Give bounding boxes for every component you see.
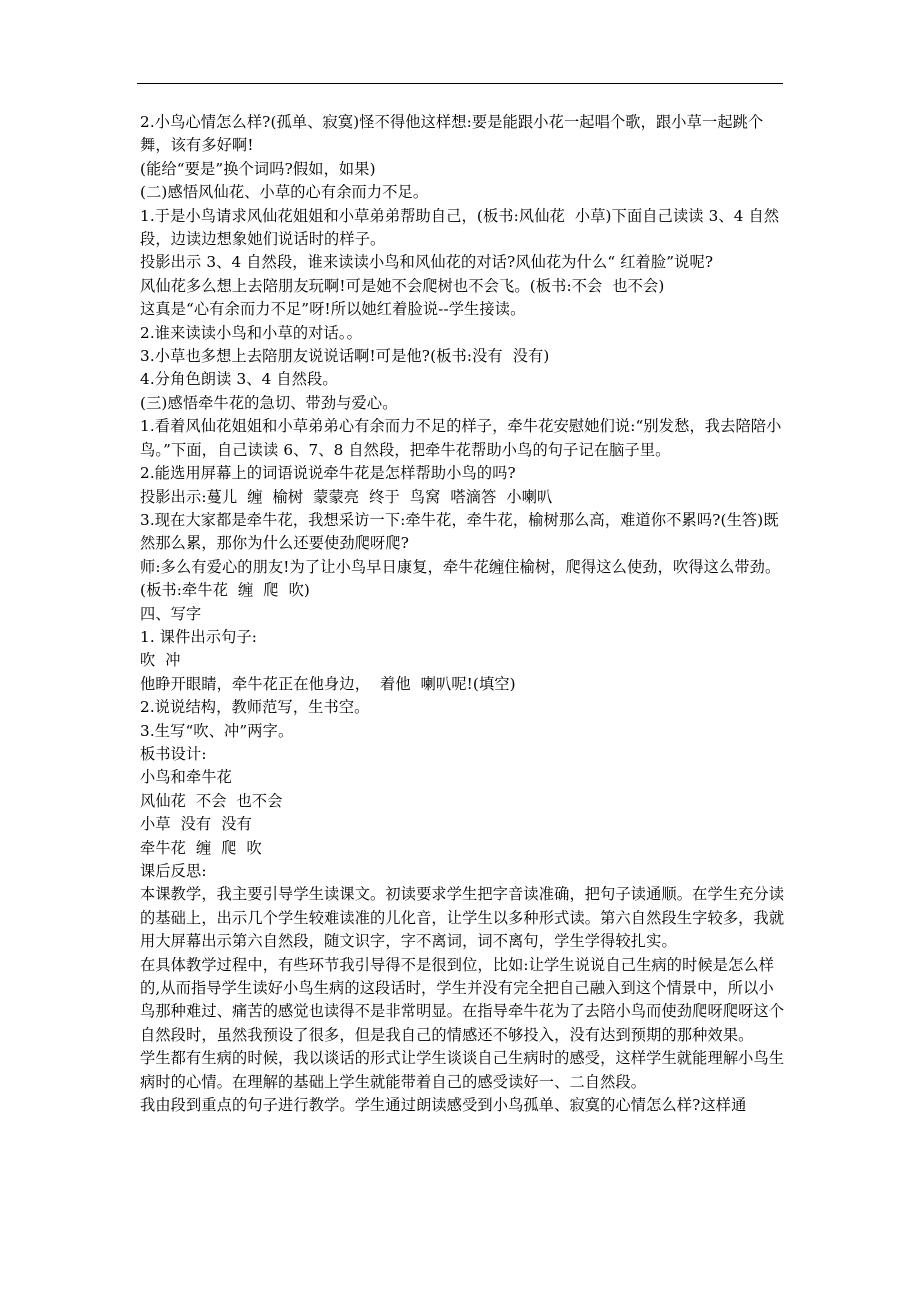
paragraph: 2.说说结构，教师范写，生书空。 <box>140 698 370 717</box>
board-line: 小鸟和牵牛花 <box>140 768 233 787</box>
paragraph: 2.谁来读读小鸟和小草的对话。。 <box>140 323 362 342</box>
paragraph: 4.分角色朗读 3、4 自然段。 <box>140 370 338 389</box>
paragraph: 2.能选用屏幕上的词语说说牵牛花是怎样帮助小鸟的吗? <box>140 464 516 483</box>
section-heading: 四、写字 <box>140 604 202 623</box>
board-line: 小草 没有 没有 <box>140 815 252 834</box>
paragraph: 在具体教学过程中，有些环节我引导得不是很到位，比如:让学生说说自己生病的时候是怎么样的,从而指导学生读好小鸟生病的这段话时，学生并没有完全把自己融入到这个情景中，所以小鸟那种难过、痛苦的感觉也读得不是非常明显。在指导牵牛花为了去陪小鸟而使劲爬呀爬呀这个自然段时，虽然我预设了很多，但是我自己的情感还不够投入，没有达到预期的那种效果。 <box>140 955 785 1044</box>
paragraph: 本课教学，我主要引导学生读课文。初读要求学生把字音读准确，把句子读通顺。在学生充分读的基础上，出示几个学生较难读准的儿化音，让学生以多种形式读。第六自然段生字较多，我就用大屏幕出示第六自然段，随文识字，字不离词，词不离句，学生学得较扎实。 <box>140 885 785 951</box>
paragraph: 学生都有生病的时候，我以谈话的形式让学生谈谈自己生病时的感受，这样学生就能理解小鸟生病时的心情。在理解的基础上学生就能带着自己的感受读好一、二自然段。 <box>140 1049 785 1091</box>
paragraph: 投影出示 3、4 自然段，谁来读读小鸟和风仙花的对话?风仙花为什么“ 红着脸”说呢? <box>140 253 714 272</box>
section-heading: (二)感悟风仙花、小草的心有余而力不足。 <box>140 183 429 202</box>
paragraph: (能给“要是”换个词吗?假如，如果) <box>140 159 376 178</box>
document-body <box>140 111 785 1117</box>
paragraph: 3.生写“吹、冲”两字。 <box>140 721 294 740</box>
paragraph: 师:多么有爱心的朋友!为了让小鸟早日康复，牵牛花缠住榆树，爬得这么使劲，吹得这么带劲。(板书:牵牛花 缠 爬 吹) <box>140 557 781 600</box>
paragraph: 1.看着风仙花姐姐和小草弟弟心有余而力不足的样子，牵牛花安慰她们说:“别发愁，我去陪陪小鸟。”下面，自己读读 6、7、8 自然段，把牵牛花帮助小鸟的句子记在脑子里。 <box>140 417 782 459</box>
paragraph: 我由段到重点的句子进行教学。学生通过朗读感受到小鸟孤单、寂寞的心情怎么样?这样通 <box>140 1096 747 1115</box>
section-heading: 课后反思: <box>140 862 207 880</box>
paragraph: 3.现在大家都是牵牛花，我想采访一下:牵牛花，牵牛花，榆树那么高，难道你不累吗?(生答)既然那么累，那你为什么还要使劲爬呀爬? <box>140 510 779 553</box>
board-line: 风仙花 不会 也不会 <box>140 791 283 810</box>
paragraph: 风仙花多么想上去陪朋友玩啊!可是她不会爬树也不会飞。(板书:不会 也不会) <box>140 276 665 295</box>
paragraph: 投影出示:蔓儿 缠 榆树 蒙蒙亮 终于 鸟窝 嗒滴答 小喇叭 <box>140 487 553 506</box>
paragraph: 2.小鸟心情怎么样?(孤单、寂寞)怪不得他这样想:要是能跟小花一起唱个歌，跟小草一起跳个舞，该有多好啊! <box>140 113 764 155</box>
paragraph: 这真是“心有余而力不足”呀!所以她红着脸说--学生接读。 <box>140 300 526 319</box>
header-rule <box>137 83 783 84</box>
board-line: 牵牛花 缠 爬 吹 <box>140 838 262 857</box>
paragraph: 1. 课件出示句子: <box>140 627 258 646</box>
paragraph: 1.于是小鸟请求风仙花姐姐和小草弟弟帮助自己，(板书:风仙花 小草)下面自己读读 3、4 自然段，边读边想象她们说话时的样子。 <box>140 206 780 249</box>
section-heading: (三)感悟牵牛花的急切、带劲与爱心。 <box>140 393 398 412</box>
paragraph: 3.小草也多想上去陪朋友说说话啊!可是他?(板书:没有 没有) <box>140 347 550 366</box>
paragraph: 吹 冲 <box>140 651 181 670</box>
section-heading: 板书设计: <box>140 744 207 763</box>
paragraph: 他睁开眼睛，牵牛花正在他身边， 着他 喇叭呢!(填空) <box>140 674 516 693</box>
